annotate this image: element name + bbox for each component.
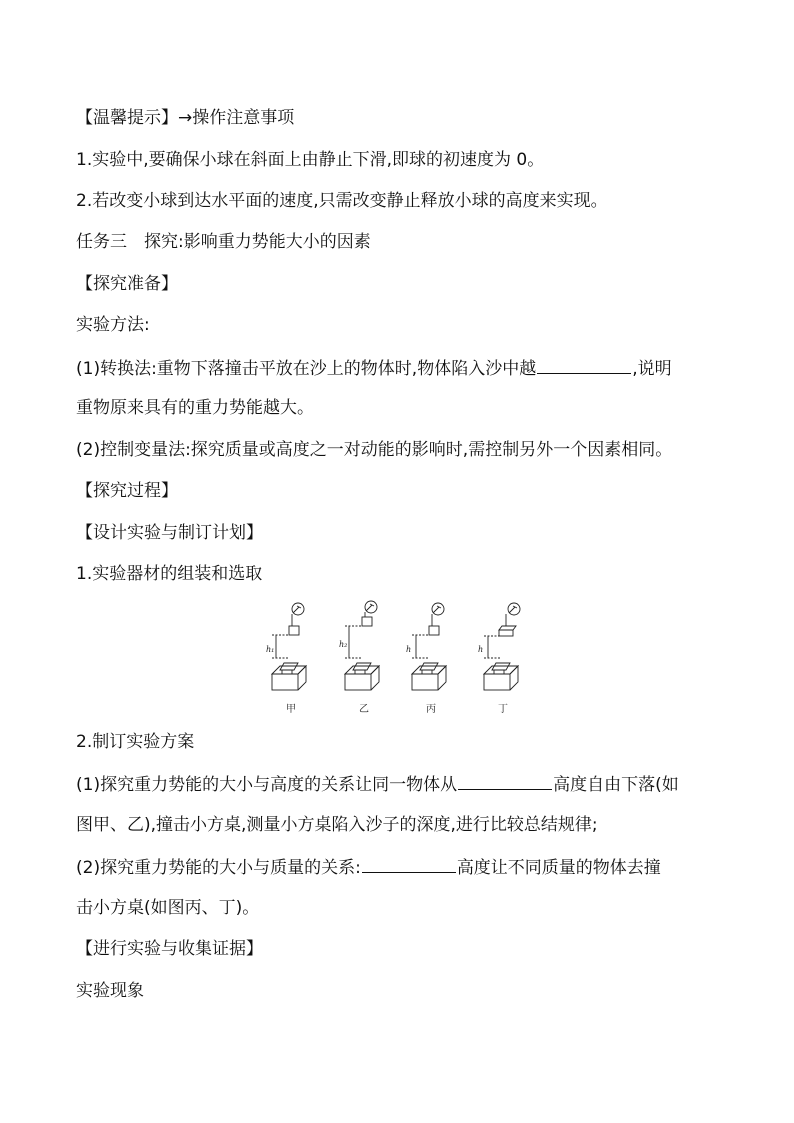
process-heading: 【探究过程】	[76, 481, 178, 501]
height-label-ding: h	[478, 645, 484, 654]
setup-jia	[272, 603, 306, 690]
task-title: 任务三 探究:影响重力势能大小的因素	[76, 232, 371, 252]
method-1-text: (1)转换法:重物下落撞击平放在沙上的物体时,物体陷入沙中越	[76, 359, 537, 379]
prep-heading: 【探究准备】	[76, 274, 178, 294]
height-label-bing: h	[406, 645, 412, 654]
caption-ding: 丁	[498, 704, 508, 715]
setup-ding	[484, 603, 520, 690]
plan-1-line-2: 图甲、乙),撞击小方桌,测量小方桌陷入沙子的深度,进行比较总结规律;	[76, 815, 598, 835]
plan-heading: 2.制订实验方案	[76, 732, 195, 752]
answer-blank[interactable]	[458, 772, 552, 790]
height-label-yi: h₂	[339, 640, 348, 649]
plan-2-line-2: 击小方桌(如图丙、丁)。	[76, 898, 260, 918]
tips-heading: 【温馨提示】→操作注意事项	[76, 108, 295, 128]
setup-yi	[345, 601, 379, 690]
plan-1	[76, 772, 679, 796]
plan-1-text: (1)探究重力势能的大小与高度的关系让同一物体从	[76, 775, 458, 795]
caption-yi: 乙	[359, 704, 369, 715]
equip-heading: 1.实验器材的组装和选取	[76, 564, 263, 584]
design-heading: 【设计实验与制订计划】	[76, 523, 263, 543]
method-1	[76, 356, 672, 380]
height-label-jia: h₁	[266, 645, 275, 654]
setup-bing	[412, 603, 446, 690]
caption-jia: 甲	[286, 704, 296, 715]
plan-2	[76, 855, 661, 879]
caption-bing: 丙	[426, 704, 436, 715]
answer-blank[interactable]	[537, 356, 631, 374]
phenomenon-label: 实验现象	[76, 981, 144, 1001]
collect-heading: 【进行实验与收集证据】	[76, 939, 263, 959]
experiment-figure	[262, 600, 530, 720]
method-1-line-2: 重物原来具有的重力势能越大。	[76, 398, 314, 418]
method-label: 实验方法:	[76, 315, 150, 335]
method-1-text-after: ,说明	[632, 359, 672, 379]
plan-1-text-after: 高度自由下落(如	[553, 775, 679, 795]
tips-item-1: 1.实验中,要确保小球在斜面上由静止下滑,即球的初速度为 0。	[76, 150, 545, 170]
tips-item-2: 2.若改变小球到达水平面的速度,只需改变静止释放小球的高度来实现。	[76, 191, 608, 211]
method-2: (2)控制变量法:探究质量或高度之一对动能的影响时,需控制另外一个因素相同。	[76, 440, 673, 460]
plan-2-text-after: 高度让不同质量的物体去撞	[456, 858, 661, 878]
plan-2-text: (2)探究重力势能的大小与质量的关系:	[76, 858, 361, 878]
answer-blank[interactable]	[362, 855, 456, 873]
